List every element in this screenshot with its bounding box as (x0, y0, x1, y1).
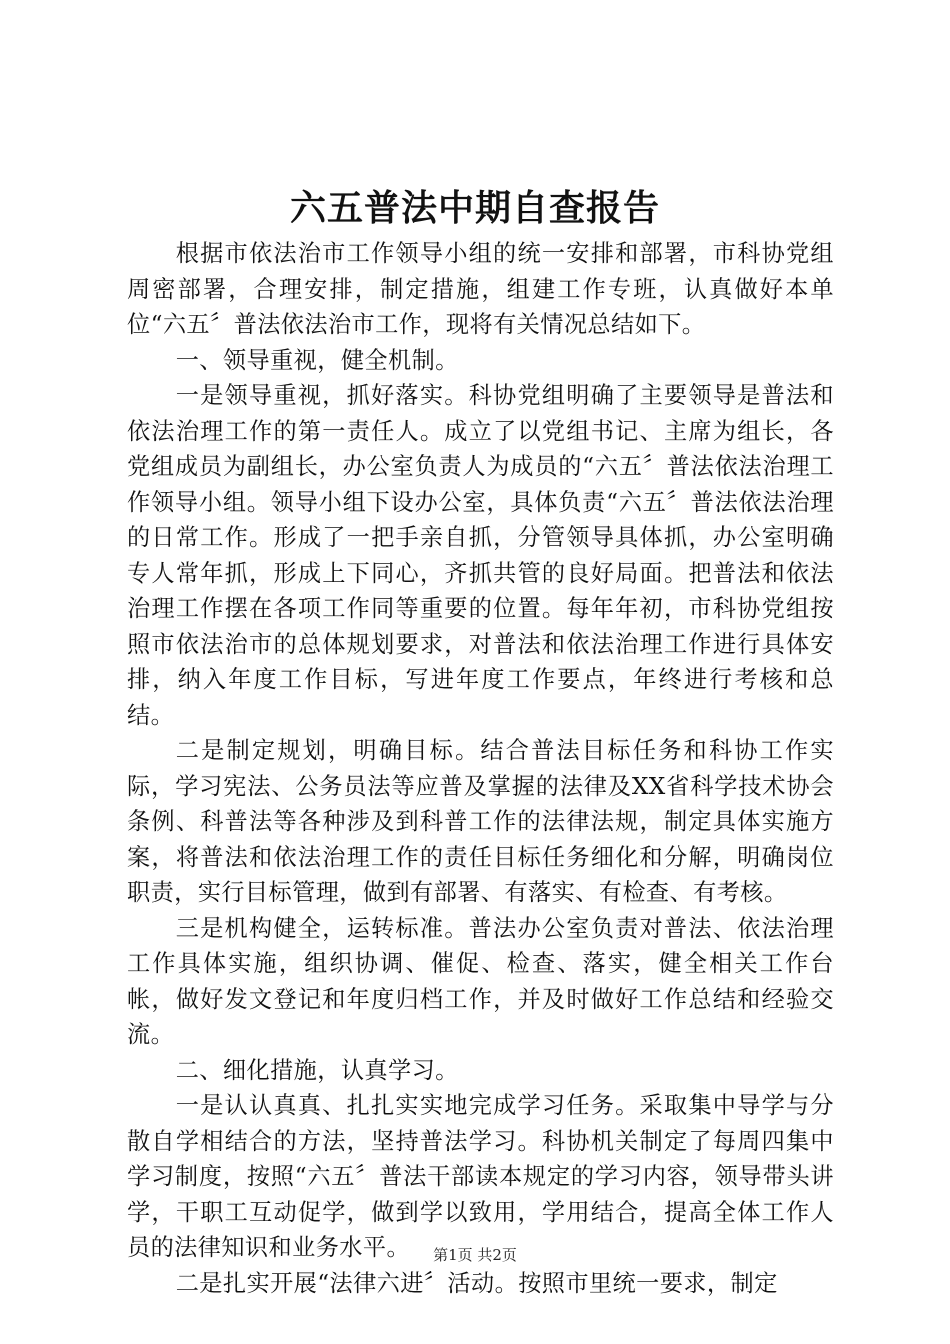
paragraph-organization: 三是机构健全，运转标准。普法办公室负责对普法、依法治理工作具体实施，组织协调、催促、检查、落实，健全相关工作台帐，做好发文登记和年度归档工作，并及时做好工作总结和经验交流。 (127, 914, 834, 1048)
intro-paragraph: 根据市依法治市工作领导小组的统一安排和部署，市科协党组周密部署，合理安排，制定措施，组建工作专班，认真做好本单位“六五〞普法依法治市工作，现将有关情况总结如下。 (127, 240, 834, 338)
paragraph-planning-goals: 二是制定规划，明确目标。结合普法目标任务和科协工作实际，学习宪法、公务员法等应普及掌握的法律及XX省科学技术协会条例、科普法等各种涉及到科普工作的法律法规，制定具体实施方案，将普法和依法治理工作的责任目标任务细化和分解，明确岗位职责，实行目标管理，做到有部署、有落实、有检查、有考核。 (127, 737, 834, 906)
section-heading-leadership: 一、领导重视，健全机制。 (175, 346, 459, 374)
document-body (127, 236, 834, 1301)
document-title: 六五普法中期自查报告 (289, 187, 660, 229)
paragraph-study-tasks: 一是认认真真、扎扎实实地完成学习任务。采取集中导学与分散自学相结合的方法，坚持普法学习。科协机关制定了每周四集中学习制度，按照“六五〞普法干部读本规定的学习内容，领导带头讲学，干职工互动促学，做到学以致用，学用结合，提高全体工作人员的法律知识和业务水平。 (127, 1092, 834, 1261)
paragraph-leadership-implementation: 一是领导重视，抓好落实。科协党组明确了主要领导是普法和依法治理工作的第一责任人。成立了以党组书记、主席为组长，各党组成员为副组长，办公室负责人为成员的“六五〞普法依法治理工作领导小组。领导小组下设办公室，具体负责“六五〞普法依法治理的日常工作。形成了一把手亲自抓，分管领导具体抓，办公室明确专人常年抓，形成上下同心，齐抓共管的良好局面。把普法和依法治理工作摆在各项工作同等重要的位置。每年年初，市科协党组按照市依法治市的总体规划要求，对普法和依法治理工作进行具体安排，纳入年度工作目标，写进年度工作要点，年终进行考核和总结。 (127, 382, 834, 729)
paragraph-law-activities: 二是扎实开展“法律六进〞活动。按照市里统一要求，制定 (175, 1269, 778, 1297)
section-heading-measures: 二、细化措施，认真学习。 (175, 1056, 459, 1084)
page-number-footer: 第1页 共2页 (433, 1246, 517, 1264)
